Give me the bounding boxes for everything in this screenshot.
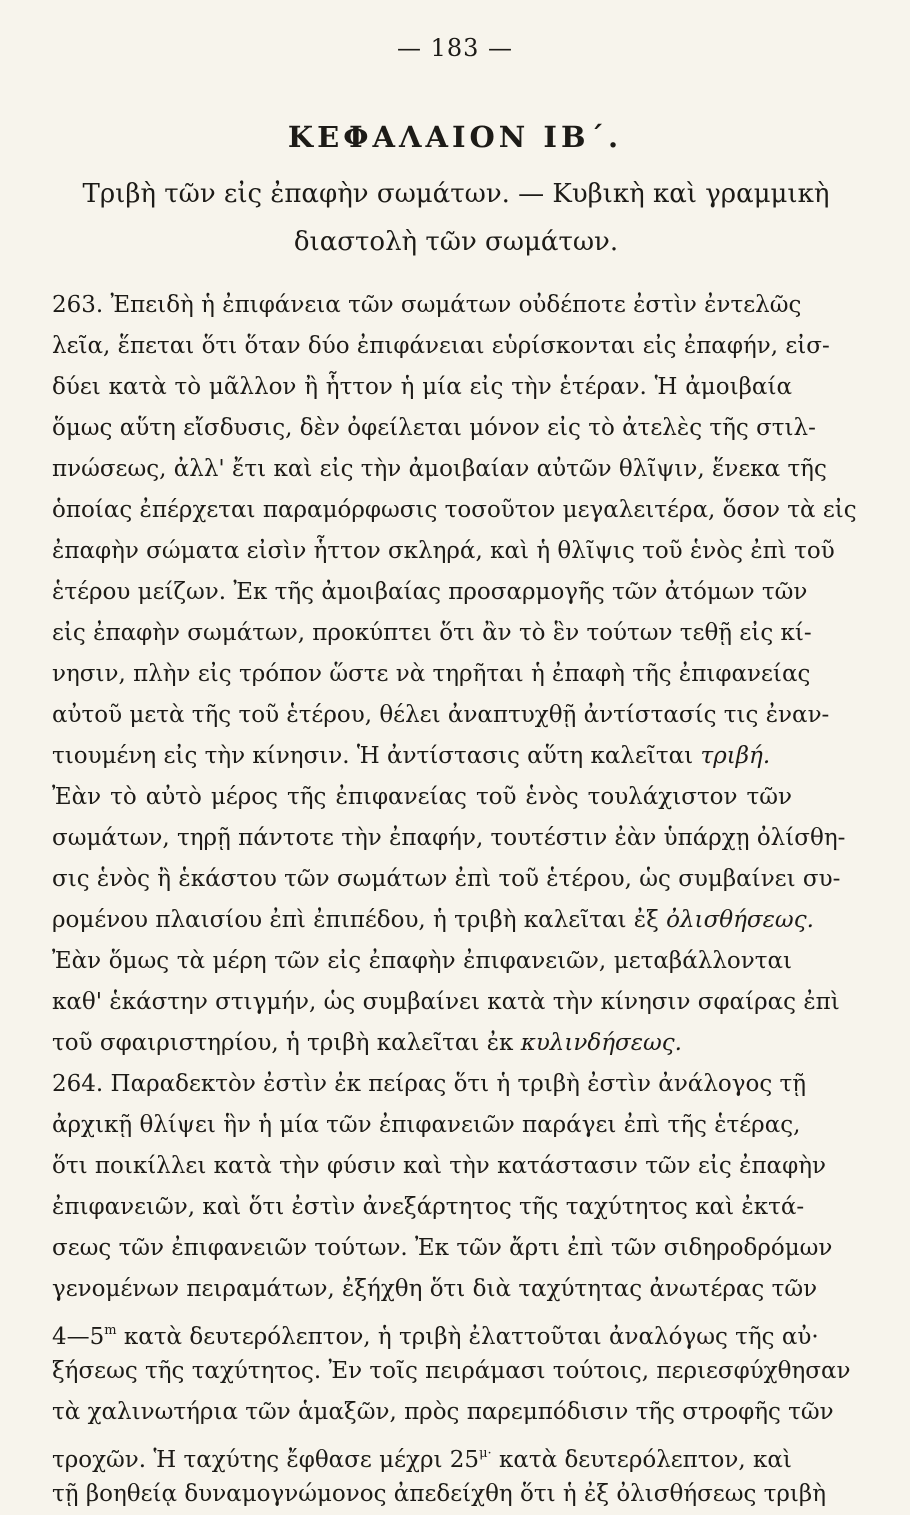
text-line: 264. Παραδεκτὸν ἐστὶν ἐκ πείρας ὅτι ἡ τριβὴ ἐστὶν ἀνάλογος τῇ xyxy=(52,1071,807,1097)
text-line: καθ' ἑκάστην στιγμήν, ὡς συμβαίνει κατὰ τὴν κίνησιν σφαίρας ἐπὶ xyxy=(52,989,840,1015)
text-line: τῇ βοηθείᾳ δυναμογνώμονος ἀπεδείχθη ὅτι ἡ ἐξ ὀλισθήσεως τριβὴ xyxy=(52,1481,827,1507)
text-line: ἀρχικῇ θλίψει ἣν ἡ μία τῶν ἐπιφανειῶν παράγει ἐπὶ τῆς ἑτέρας, xyxy=(52,1112,801,1138)
text-line: νησιν, πλὴν εἰς τρόπον ὥστε νὰ τηρῆται ἡ ἐπαφὴ τῆς ἐπιφανείας xyxy=(52,661,811,687)
text-line: Ἐὰν τὸ αὐτὸ μέρος τῆς ἐπιφανείας τοῦ ἑνὸς τουλάχιστον τῶν xyxy=(52,784,792,810)
text-line: ἐπιφανειῶν, καὶ ὅτι ἐστὶν ἀνεξάρτητος τῆς ταχύτητος καὶ ἐκτά- xyxy=(52,1194,805,1220)
text-segment: κατὰ δευτερόλεπτον, καὶ xyxy=(491,1447,792,1473)
text-line: ἑτέρου μείζων. Ἐκ τῆς ἀμοιβαίας προσαρμογῆς τῶν ἀτόμων τῶν xyxy=(52,579,808,605)
subtitle-line-1: Τριβὴ τῶν εἰς ἐπαφὴν σωμάτων. — Κυβικὴ καὶ γραμμικὴ xyxy=(82,179,830,209)
text-line xyxy=(52,1433,792,1474)
text-line: σωμάτων, τηρῇ πάντοτε τὴν ἐπαφήν, τουτέστιν ἐὰν ὑπάρχῃ ὀλίσθη- xyxy=(52,825,846,851)
text-line: ξήσεως τῆς ταχύτητος. Ἐν τοῖς πειράμασι τούτοις, περιεσφύχθησαν xyxy=(52,1358,851,1384)
text-line xyxy=(52,1310,819,1351)
text-line: ὅμως αὕτη εἴσδυσις, δὲν ὀφείλεται μόνον εἰς τὸ ἀτελὲς τῆς στιλ- xyxy=(52,415,816,441)
text-line: αὐτοῦ μετὰ τῆς τοῦ ἑτέρου, θέλει ἀναπτυχθῇ ἀντίστασίς τις ἐναν- xyxy=(52,702,830,728)
italic-term-kylindiseos: κυλινδήσεως. xyxy=(520,1030,682,1056)
text-segment: 4—5 xyxy=(52,1324,105,1350)
italic-term-tribi: τριβή. xyxy=(700,743,771,769)
text-line: λεῖα, ἕπεται ὅτι ὅταν δύο ἐπιφάνειαι εὑρίσκονται εἰς ἐπαφήν, εἰσ- xyxy=(52,333,830,359)
text-segment: ρομένου πλαισίου ἐπὶ ἐπιπέδου, ἡ τριβὴ καλεῖται ἐξ xyxy=(52,907,659,933)
text-line xyxy=(52,736,792,777)
chapter-subtitle xyxy=(52,170,860,266)
body-text xyxy=(52,285,857,1515)
page-number: — 183 — xyxy=(396,34,514,62)
text-segment: τιουμένη εἰς τὴν κίνησιν. Ἡ ἀντίστασις αὕτη καλεῖται xyxy=(52,743,694,769)
text-line xyxy=(52,1023,792,1064)
superscript-unit: m xyxy=(104,1323,117,1338)
text-line: εἰς ἐπαφὴν σωμάτων, προκύπτει ὅτι ἂν τὸ ἓν τούτων τεθῇ εἰς κί- xyxy=(52,620,812,646)
text-line xyxy=(52,900,814,941)
text-line: πνώσεως, ἀλλ' ἔτι καὶ εἰς τὴν ἀμοιβαίαν αὐτῶν θλῖψιν, ἕνεκα τῆς xyxy=(52,456,827,482)
text-segment: τροχῶν. Ἡ ταχύτης ἔφθασε μέχρι 25 xyxy=(52,1447,480,1473)
subtitle-line-2: διαστολὴ τῶν σωμάτων. xyxy=(293,227,619,257)
italic-term-olisthiseos: ὀλισθήσεως. xyxy=(666,907,814,933)
text-line: ἐπαφὴν σώματα εἰσὶν ἧττον σκληρά, καὶ ἡ θλῖψις τοῦ ἑνὸς ἐπὶ τοῦ xyxy=(52,538,835,564)
text-line: σεως τῶν ἐπιφανειῶν τούτων. Ἐκ τῶν ἄρτι ἐπὶ τῶν σιδηροδρόμων xyxy=(52,1235,833,1261)
text-segment: κατὰ δευτερόλεπτον, ἡ τριβὴ ἐλαττοῦται ἀναλόγως τῆς αὐ· xyxy=(116,1324,819,1350)
text-line: δύει κατὰ τὸ μᾶλλον ἢ ἧττον ἡ μία εἰς τὴν ἑτέραν. Ἡ ἀμοιβαία xyxy=(52,374,792,400)
text-line: Ἐὰν ὅμως τὰ μέρη τῶν εἰς ἐπαφὴν ἐπιφανειῶν, μεταβάλλονται xyxy=(52,948,792,974)
text-line: γενομένων πειραμάτων, ἐξήχθη ὅτι διὰ ταχύτητας ἀνωτέρας τῶν xyxy=(52,1276,818,1302)
chapter-title: ΚΕΦΑΛΑΙΟΝ ΙΒ΄. xyxy=(287,120,623,154)
text-line: ὅτι ποικίλλει κατὰ τὴν φύσιν καὶ τὴν κατάστασιν τῶν εἰς ἐπαφὴν xyxy=(52,1153,826,1179)
text-line: τὰ χαλινωτήρια τῶν ἁμαξῶν, πρὸς παρεμπόδισιν τῆς στροφῆς τῶν xyxy=(52,1399,834,1425)
text-line: σις ἑνὸς ἢ ἑκάστου τῶν σωμάτων ἐπὶ τοῦ ἑτέρου, ὡς συμβαίνει συ- xyxy=(52,866,841,892)
superscript-unit: μ· xyxy=(479,1446,492,1461)
text-segment: τοῦ σφαιριστηρίου, ἡ τριβὴ καλεῖται ἐκ xyxy=(52,1030,514,1056)
text-line: 263. Ἐπειδὴ ἡ ἐπιφάνεια τῶν σωμάτων οὐδέποτε ἐστὶν ἐντελῶς xyxy=(52,292,802,318)
text-line: ὁποίας ἐπέρχεται παραμόρφωσις τοσοῦτον μεγαλειτέρα, ὅσον τὰ εἰς xyxy=(52,497,857,523)
